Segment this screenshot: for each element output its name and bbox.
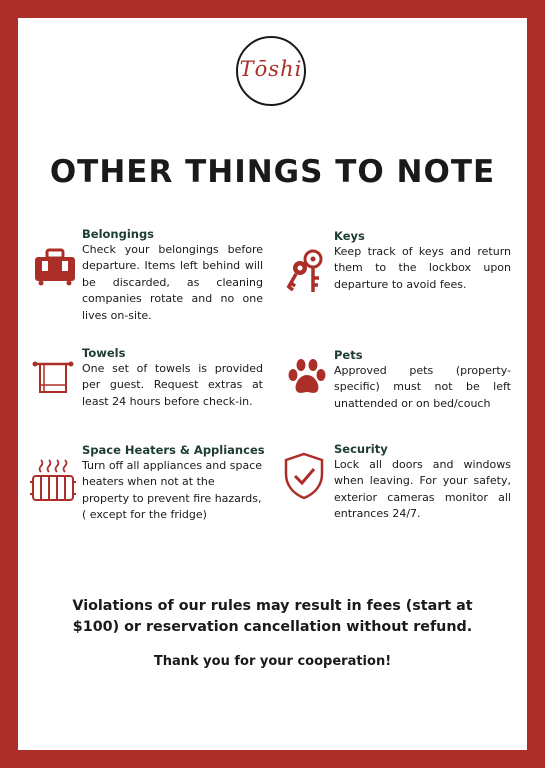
pets-title: Pets <box>334 348 363 362</box>
thank-you-note: Thank you for your cooperation! <box>153 654 392 669</box>
belongings-text: Check your belongings before departure. Items left behind will be discarded, as cleaning companies rotate and no one lives on-site. <box>82 243 263 322</box>
keys-title: Keys <box>334 229 365 243</box>
toshi-logo <box>236 36 306 106</box>
logo-text: Tōshi <box>239 57 303 81</box>
warning-line-2: $100) or reservation cancellation without refund. <box>72 619 473 635</box>
warning-line-1: Violations of our rules may result in fees (start at <box>72 598 473 614</box>
shield-check-icon <box>284 452 324 500</box>
violation-warning <box>0 596 545 638</box>
belongings-title: Belongings <box>82 227 155 241</box>
page-title: OTHER THINGS TO NOTE <box>49 154 496 190</box>
towel-rack-icon <box>32 358 74 398</box>
space-heaters-text: Turn off all appliances and space heaters when not at the property to prevent fire hazards, ( except for the fridge) <box>82 459 263 522</box>
security-title: Security <box>334 442 388 456</box>
security-text: Lock all doors and windows when leaving. For your safety, exterior cameras monitor all entrances 24/7. <box>334 458 511 521</box>
paw-icon <box>286 357 328 397</box>
keys-icon <box>286 248 328 294</box>
keys-text: Keep track of keys and return them to the lockbox upon departure to avoid fees. <box>334 245 511 291</box>
luggage-icon <box>34 248 76 286</box>
towels-text: One set of towels is provided per guest. Request extras at least 24 hours before check-in. <box>82 362 263 408</box>
space-heaters-title: Space Heaters & Appliances <box>82 443 265 457</box>
towels-title: Towels <box>82 346 126 360</box>
radiator-icon <box>30 458 76 502</box>
pets-text: Approved pets (property-specific) must not be left unattended or on bed/couch <box>334 364 511 410</box>
